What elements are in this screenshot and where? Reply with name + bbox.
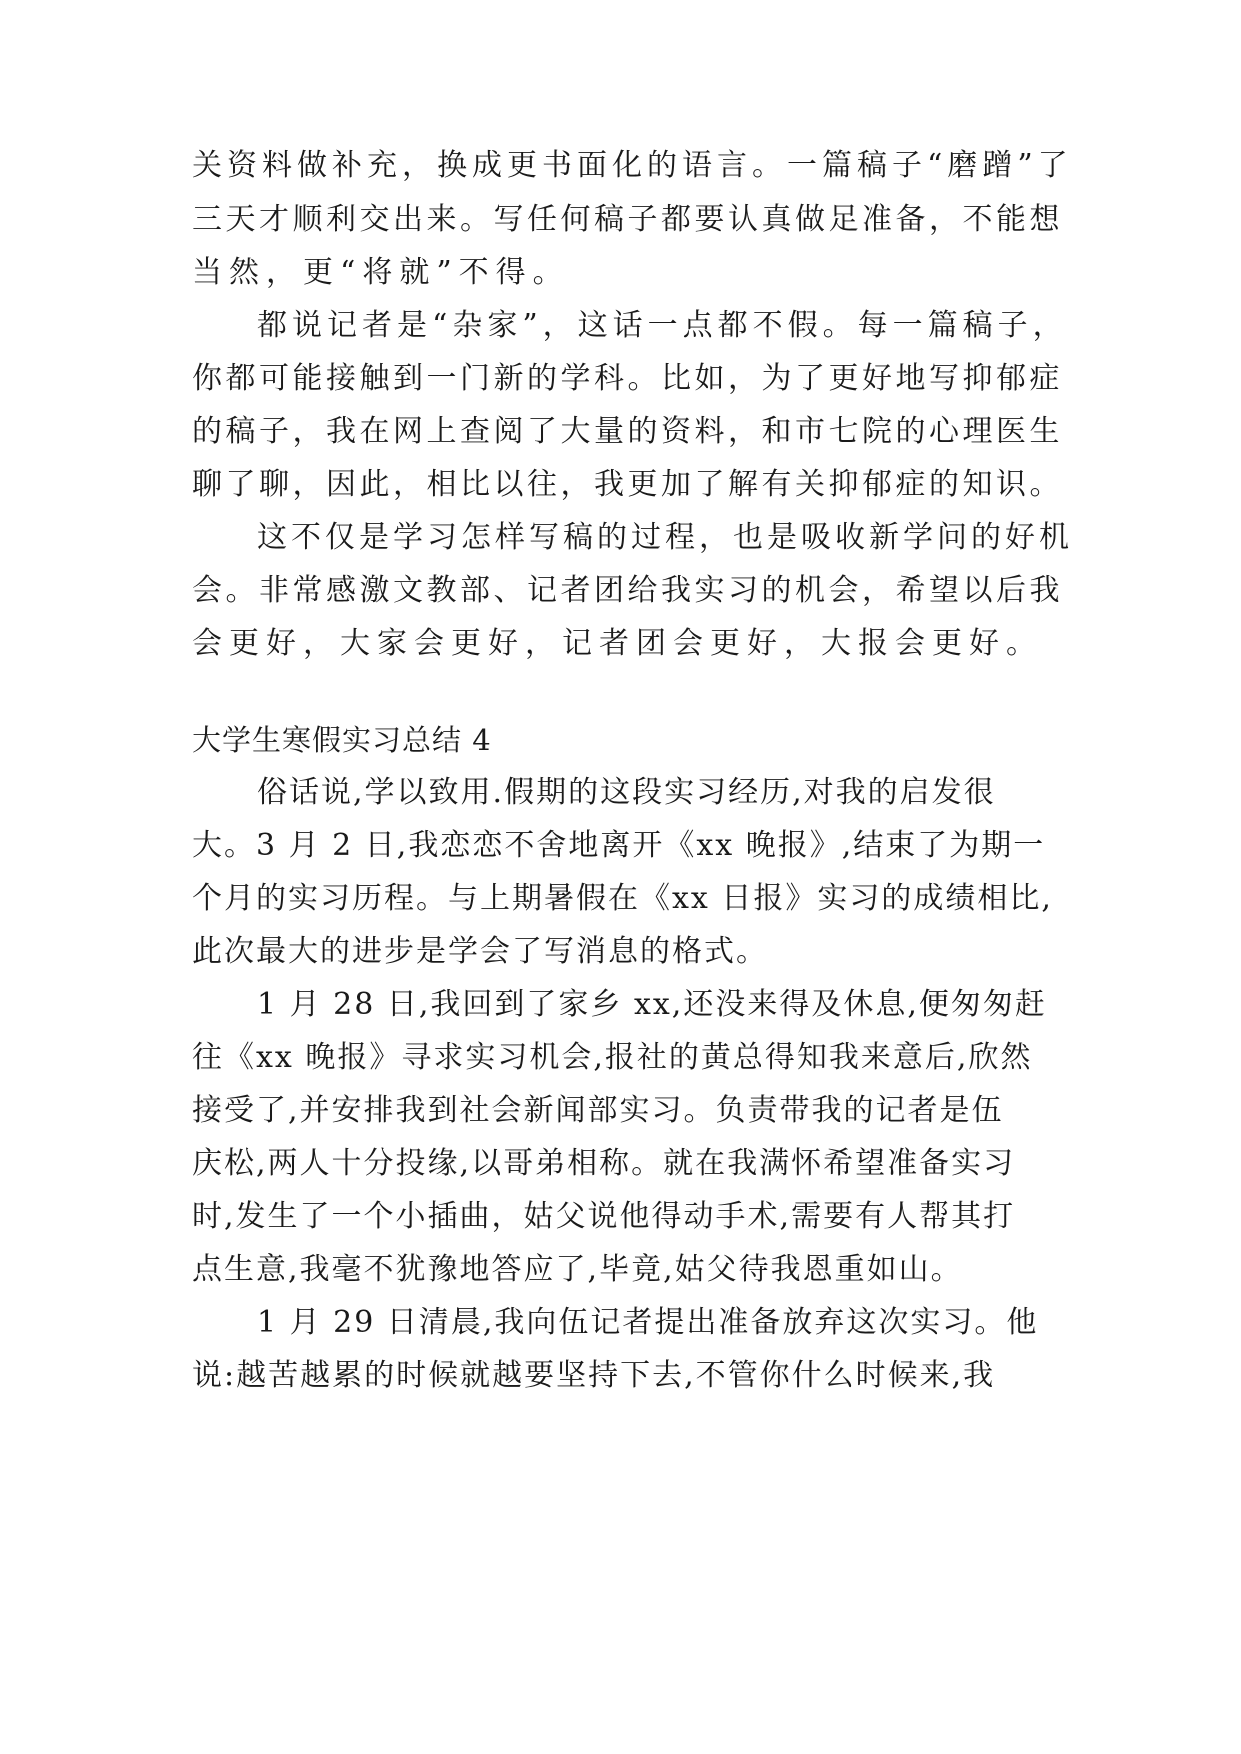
text-line: 这不仅是学习怎样写稿的过程，也是吸收新学问的好机 — [257, 520, 1073, 555]
text-line: 会更好，大家会更好，记者团会更好，大报会更好。 — [192, 626, 1043, 661]
text-line: 此次最大的进步是学会了写消息的格式。 — [192, 934, 768, 969]
text-line: 聊了聊，因此，相比以往，我更加了解有关抑郁症的知识。 — [192, 467, 1063, 502]
text-line: 个月的实习历程。与上期暑假在《xx 日报》实习的成绩相比, — [192, 881, 1053, 916]
text-line: 点生意,我毫不犹豫地答应了,毕竟,姑父待我恩重如山。 — [192, 1252, 963, 1287]
text-line: 接受了,并安排我到社会新闻部实习。负责带我的记者是伍 — [192, 1093, 1004, 1128]
text-line: 关资料做补充，换成更书面化的语言。一篇稿子“磨蹭”了 — [192, 148, 1073, 183]
text-line: 的稿子，我在网上查阅了大量的资料，和市七院的心理医生 — [192, 414, 1063, 449]
text-line: 1 月 28 日,我回到了家乡 xx,还没来得及休息,便匆匆赶 — [257, 987, 1047, 1022]
text-line: 俗话说,学以致用.假期的这段实习经历,对我的启发很 — [257, 775, 996, 810]
text-line: 时,发生了一个小插曲，姑父说他得动手术,需要有人帮其打 — [192, 1199, 1016, 1234]
text-line: 会。非常感激文教部、记者团给我实习的机会，希望以后我 — [192, 573, 1063, 608]
text-line: 你都可能接触到一门新的学科。比如，为了更好地写抑郁症 — [192, 361, 1063, 396]
text-line: 往《xx 晚报》寻求实习机会,报社的黄总得知我来意后,欣然 — [192, 1040, 1033, 1075]
text-line: 庆松,两人十分投缘,以哥弟相称。就在我满怀希望准备实习 — [192, 1146, 1016, 1181]
text-line: 三天才顺利交出来。写任何稿子都要认真做足准备，不能想 — [192, 202, 1063, 237]
text-line: 都说记者是“杂家”，这话一点都不假。每一篇稿子， — [257, 308, 1068, 343]
text-line: 1 月 29 日清晨,我向伍记者提出准备放弃这次实习。他 — [257, 1305, 1039, 1340]
text-line: 当然，更“将就”不得。 — [192, 255, 570, 290]
text-line: 大。3 月 2 日,我恋恋不舍地离开《xx 晚报》,结束了为期一 — [192, 828, 1046, 863]
section-title: 大学生寒假实习总结 4 — [192, 723, 492, 757]
text-line: 说:越苦越累的时候就越要坚持下去,不管你什么时候来,我 — [192, 1358, 996, 1393]
